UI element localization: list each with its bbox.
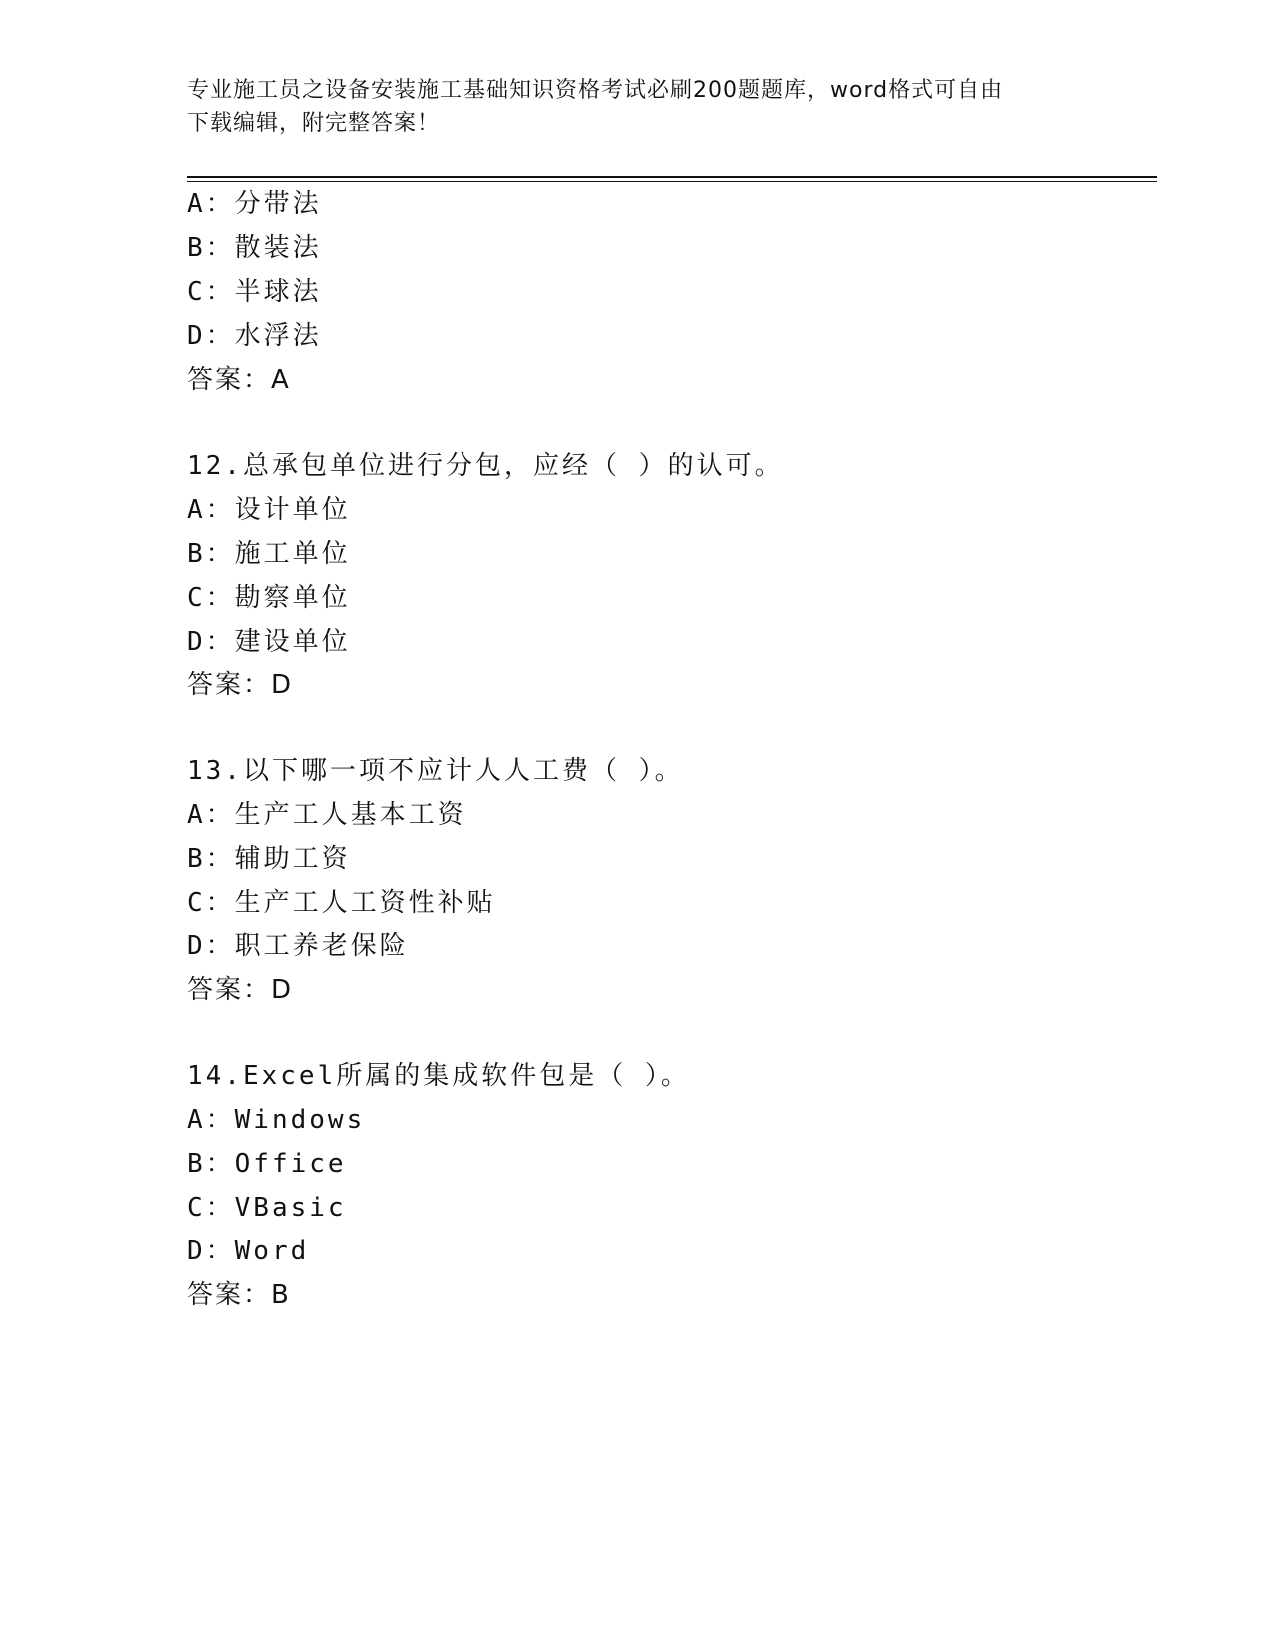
q12-option-d: D：建设单位 bbox=[187, 627, 351, 657]
q13-option-c: C：生产工人工资性补贴 bbox=[187, 888, 496, 918]
q12-option-c: C：勘察单位 bbox=[187, 583, 351, 613]
q13-option-d: D：职工养老保险 bbox=[187, 931, 409, 961]
q11-option-c: C：半球法 bbox=[187, 277, 322, 307]
q13-option-b: B：辅助工资 bbox=[187, 844, 351, 874]
q12-question: 12.总承包单位进行分包，应经（ ）的认可。 bbox=[187, 451, 784, 481]
header-line-1: 专业施工员之设备安装施工基础知识资格考试必刷200题题库，word格式可自由 bbox=[187, 78, 1004, 103]
q14-option-a: A：Windows bbox=[187, 1105, 366, 1135]
q12-option-a: A：设计单位 bbox=[187, 495, 351, 525]
header-divider-thick bbox=[187, 176, 1157, 178]
q12-option-b: B：施工单位 bbox=[187, 539, 351, 569]
q14-option-c: C：VBasic bbox=[187, 1193, 347, 1223]
q11-option-a: A：分带法 bbox=[187, 189, 322, 219]
q13-option-a: A：生产工人基本工资 bbox=[187, 800, 467, 830]
q14-option-b: B：Office bbox=[187, 1149, 347, 1179]
header-line-2: 下载编辑，附完整答案！ bbox=[187, 111, 441, 136]
q11-answer: 答案：A bbox=[187, 365, 291, 395]
q13-answer: 答案：D bbox=[187, 975, 294, 1005]
q14-answer: 答案：B bbox=[187, 1280, 291, 1310]
q14-option-d: D：Word bbox=[187, 1236, 310, 1266]
document-header bbox=[187, 74, 1067, 140]
q14-question: 14.Excel所属的集成软件包是（ ）。 bbox=[187, 1061, 690, 1091]
q11-option-d: D：水浮法 bbox=[187, 321, 322, 351]
q12-answer: 答案：D bbox=[187, 670, 294, 700]
header-divider-thin bbox=[187, 181, 1157, 182]
q11-option-b: B：散装法 bbox=[187, 233, 322, 263]
q13-question: 13.以下哪一项不应计人人工费（ ）。 bbox=[187, 756, 684, 786]
